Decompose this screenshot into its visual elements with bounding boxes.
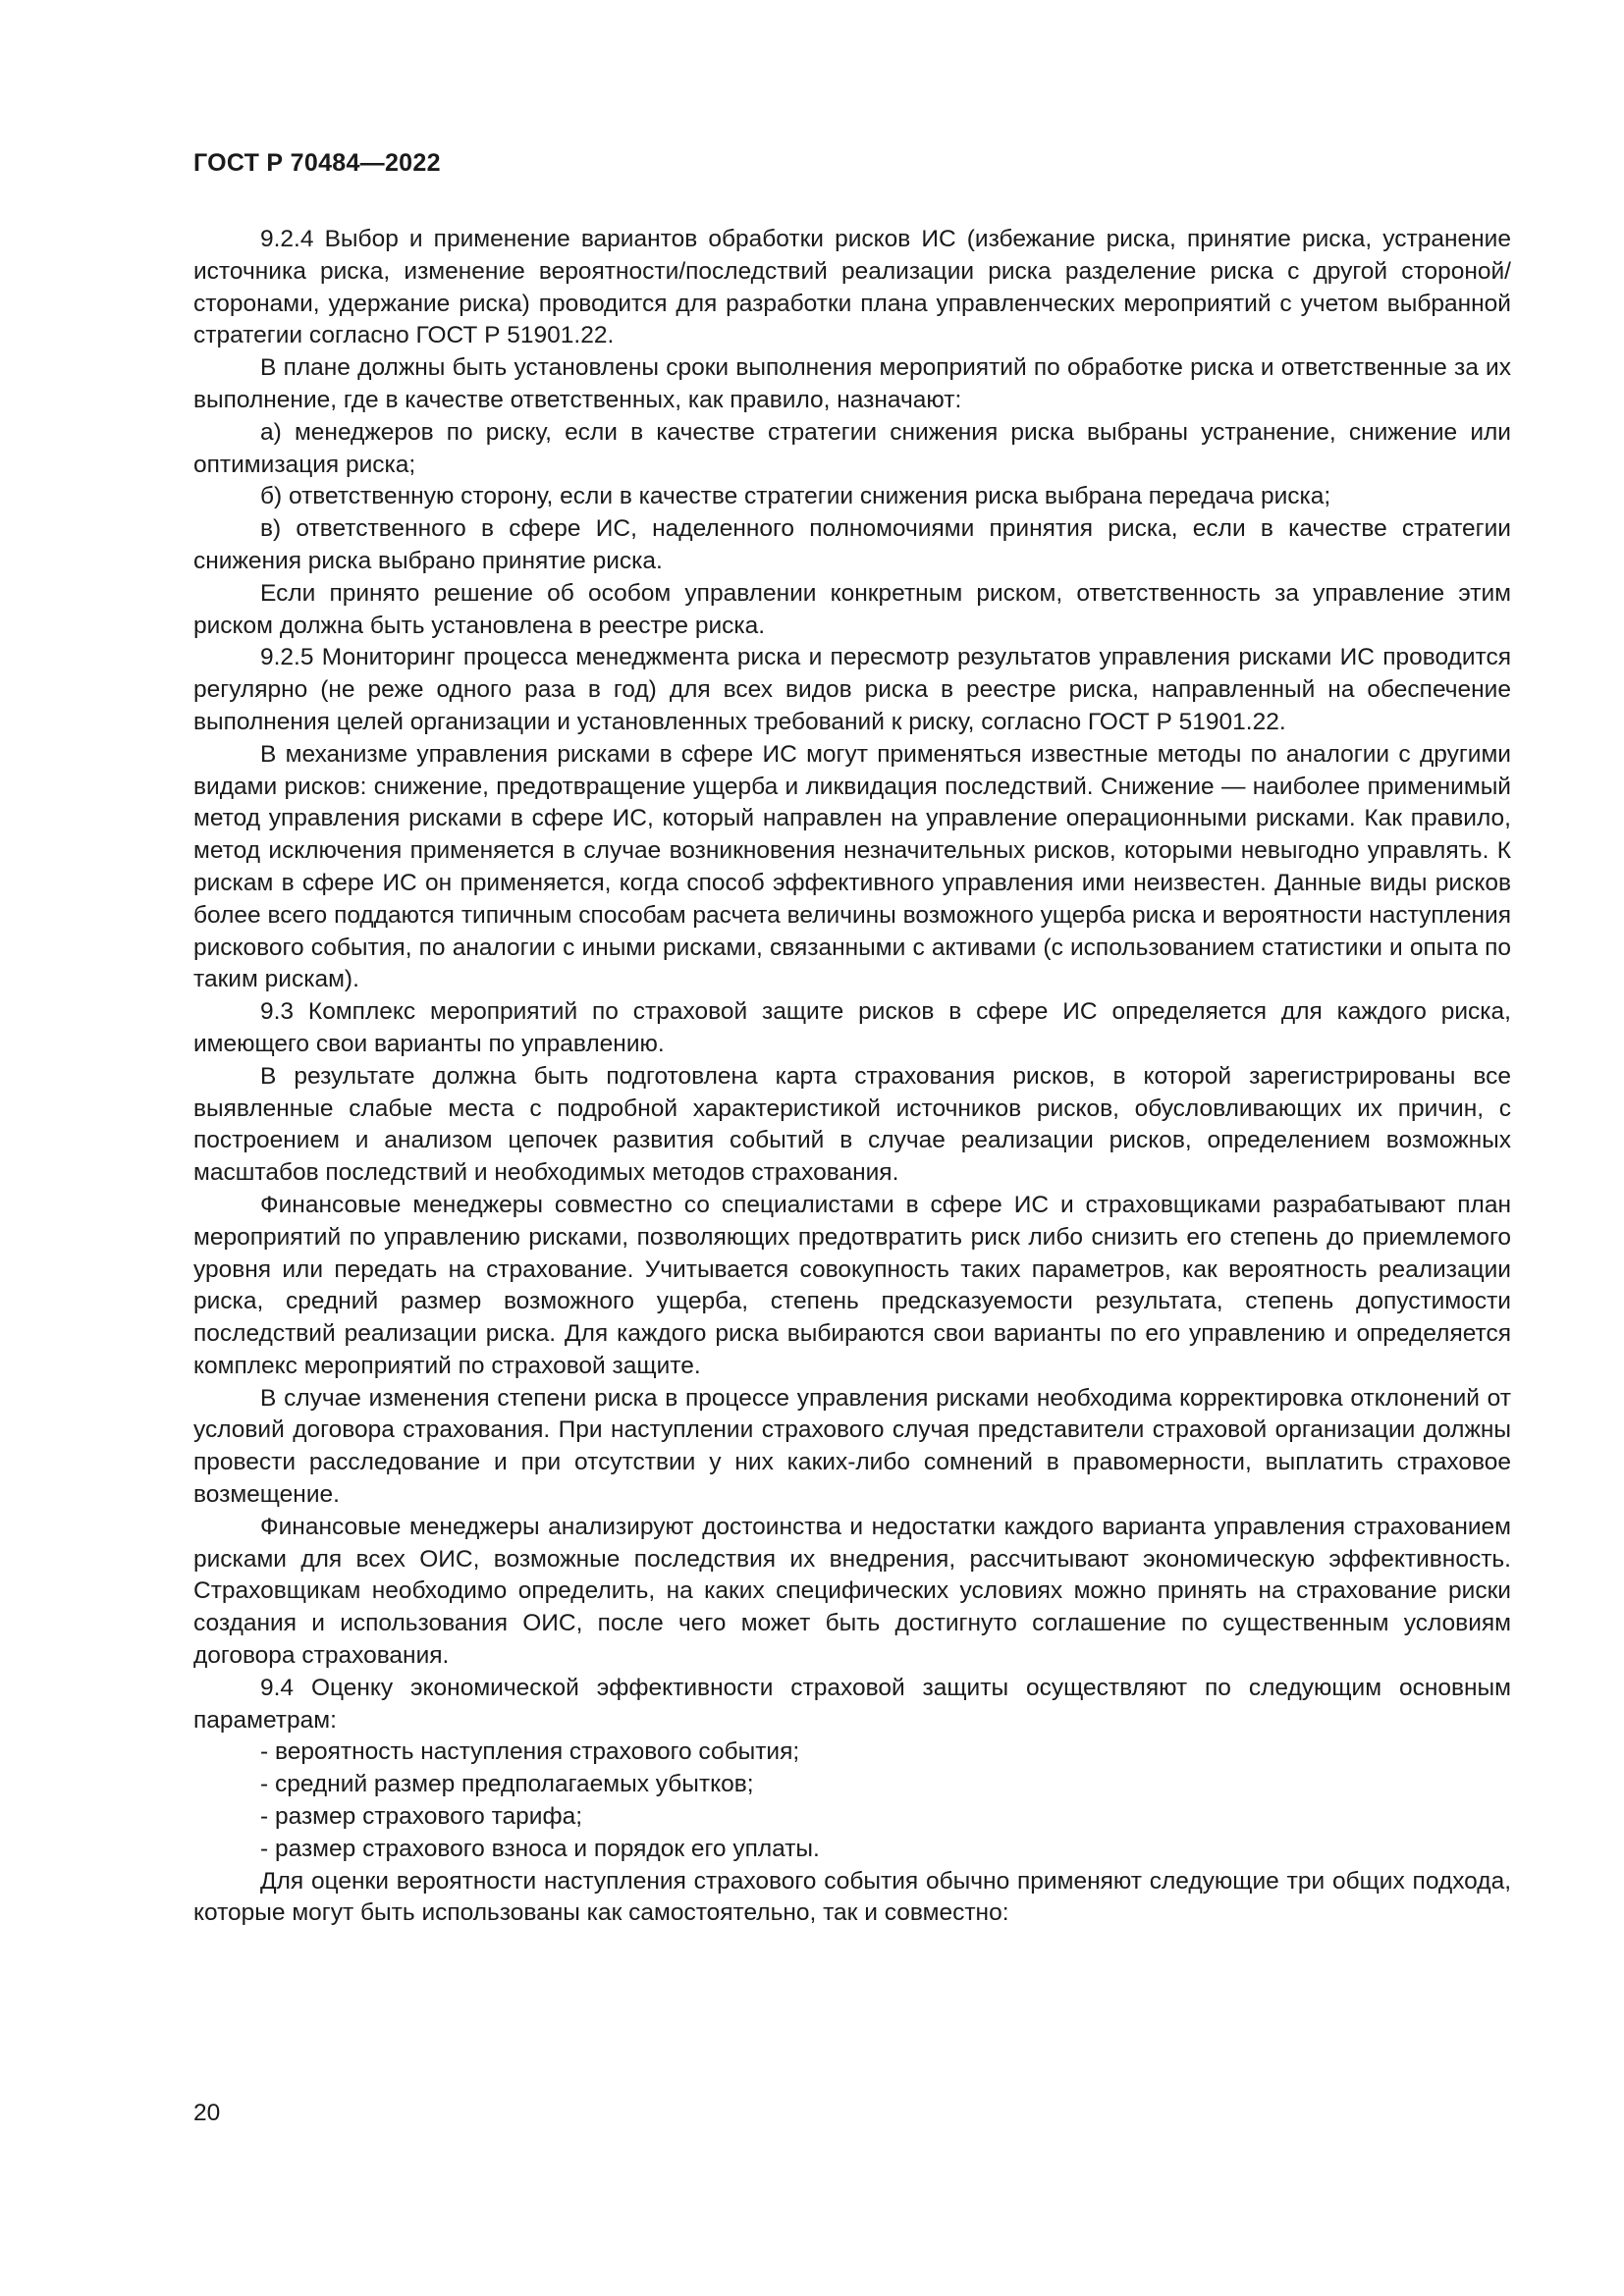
paragraph-9-4: 9.4 Оценку экономической эффективности страховой защиты осуществляют по следующим основным параметрам:	[193, 1674, 1511, 1734]
paragraph: В случае изменения степени риска в процессе управления рисками необходима корректировка отклонений от условий договора страхования. При наступлении страхового случая представители страховой организации должны провести расследование и при отсутствии у них каких-либо сомнений в правомерности, выплатить страховое возмещение.	[193, 1384, 1511, 1509]
paragraph-9-2-5: 9.2.5 Мониторинг процесса менеджмента риска и пересмотр результатов управления рисками ИС проводится регулярно (не реже одного раза в год) для всех видов риска в реестре риска, направленный на обеспечение выполнения целей организации и установленных требований к риску, согласно ГОСТ Р 51901.22.	[193, 644, 1511, 735]
paragraph: Для оценки вероятности наступления страхового события обычно применяют следующие три общих подхода, которые могут быть использованы как самостоятельно, так и совместно:	[193, 1867, 1511, 1927]
list-item-b: б) ответственную сторону, если в качестве стратегии снижения риска выбрана передача риска;	[260, 483, 1331, 510]
paragraph-9-3: 9.3 Комплекс мероприятий по страховой защите рисков в сфере ИС определяется для каждого риска, имеющего свои варианты по управлению.	[193, 998, 1511, 1057]
paragraph: В плане должны быть установлены сроки выполнения мероприятий по обработке риска и ответственные за их выполнение, где в качестве ответственных, как правило, назначают:	[193, 354, 1511, 413]
dash-list-item: - размер страхового взноса и порядок его уплаты.	[260, 1835, 820, 1862]
paragraph: Если принято решение об особом управлении конкретным риском, ответственность за управление этим риском должна быть установлена в реестре риска.	[193, 579, 1511, 639]
paragraph: Финансовые менеджеры совместно со специалистами в сфере ИС и страховщиками разрабатывают план мероприятий по управлению рисками, позволяющих предотвратить риск либо снизить его степень до приемлемого уровня или передать на страхование. Учитывается совокупность таких параметров, как вероятность реализации риска, средний размер возможного ущерба, степень предсказуемости результата, степень допустимости последствий реализации риска. Для каждого риска выбираются свои варианты по его управлению и определяется комплекс мероприятий по страховой защите.	[193, 1191, 1511, 1379]
paragraph-9-2-4: 9.2.4 Выбор и применение вариантов обработки рисков ИС (избежание риска, принятие риска, устранение источника риска, изменение вероятности/последствий реализации риска разделение риска с другой стороной/сторонами, удержание риска) проводится для разработки плана управленческих мероприятий с учетом выбранной стратегии согласно ГОСТ Р 51901.22.	[193, 226, 1511, 349]
dash-list-item: - вероятность наступления страхового события;	[260, 1738, 800, 1766]
dash-list-item: - средний размер предполагаемых убытков;	[260, 1771, 754, 1798]
page-number: 20	[193, 2100, 221, 2126]
list-item-v: в) ответственного в сфере ИС, наделенного полномочиями принятия риска, если в качестве стратегии снижения риска выбрано принятие риска.	[193, 515, 1511, 574]
document-body	[193, 224, 1511, 1930]
paragraph: Финансовые менеджеры анализируют достоинства и недостатки каждого варианта управления страхованием рисками для всех ОИС, возможные последствия их внедрения, рассчитывают экономическую эффективность. Страховщикам необходимо определить, на каких специфических условиях можно принять на страхование риски создания и использования ОИС, после чего может быть достигнуто соглашение по существенным условиям договора страхования.	[193, 1513, 1511, 1670]
paragraph: В механизме управления рисками в сфере ИС могут применяться известные методы по аналогии с другими видами рисков: снижение, предотвращение ущерба и ликвидация последствий. Снижение — наиболее применимый метод управления рисками в сфере ИС, который направлен на управление операционными рисками. Как правило, метод исключения применяется в случае возникновения незначительных рисков, которыми невыгодно управлять. К рискам в сфере ИС он применяется, когда способ эффективного управления ими неизвестен. Данные виды рисков более всего поддаются типичным способам расчета величины возможного ущерба риска и вероятности наступления рискового события, по аналогии с иными рисками, связанными с активами (с использованием статистики и опыта по таким рискам).	[193, 740, 1511, 993]
dash-list-item: - размер страхового тарифа;	[260, 1803, 583, 1831]
standard-header: ГОСТ Р 70484—2022	[193, 149, 441, 177]
paragraph: В результате должна быть подготовлена карта страхования рисков, в которой зарегистрированы все выявленные слабые места с подробной характеристикой источников рисков, обусловливающих их причин, с построением и анализом цепочек развития событий в случае реализации рисков, определением возможных масштабов последствий и необходимых методов страхования.	[193, 1062, 1511, 1187]
list-item-a: а) менеджеров по риску, если в качестве стратегии снижения риска выбраны устранение, снижение или оптимизация риска;	[193, 418, 1511, 478]
